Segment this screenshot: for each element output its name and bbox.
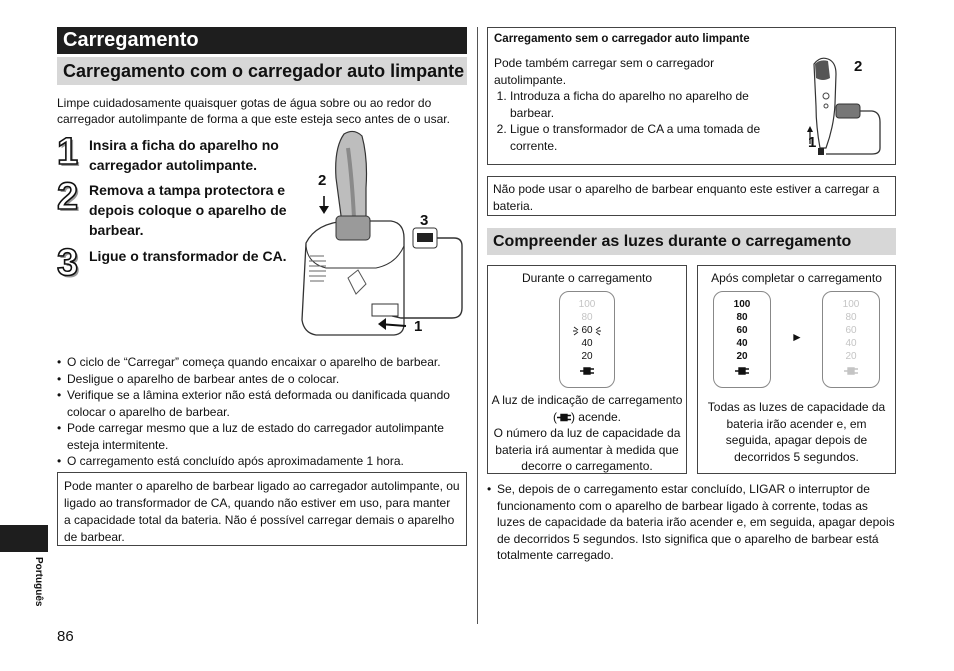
- no-cleaner-box: [487, 27, 896, 165]
- plug-icon: [735, 367, 749, 375]
- plug-icon: [844, 367, 858, 375]
- plug-icon: [580, 367, 594, 375]
- page-number: 86: [57, 628, 74, 645]
- step-text: Insira a ficha do aparelho no carregador autolimpante.: [89, 137, 279, 173]
- box-heading: Após completar o carregamento: [711, 271, 882, 285]
- level-20: 20: [845, 351, 857, 362]
- step-text: Ligue o transformador de CA.: [89, 248, 287, 264]
- box-caption: Todas as luzes de capacidade da bateria irão acender e, em seguida, apagar depois de decorridos 5 segundos.: [707, 400, 886, 464]
- note-box: Pode manter o aparelho de barbear ligado ao carregador autolimpante, ou ligado ao transformador de CA, quando não estiver em uso, para manter a capacidade total da bateria. Não é possível carregar demais o aparelho de barbear.: [57, 472, 467, 546]
- list-item: • O carregamento está concluído após aproximadamente 1 hora.: [57, 453, 469, 470]
- final-note: • Se, depois de o carregamento estar concluído, LIGAR o interruptor de funcionamento com o aparelho de barbear ligado à corrente, todas as luzes de capacidade da bateria irão acender e, em seguida, apagar depois de decorridos 5 segundos. Isto significa que o aparelho de barbear está totalmente carregado.: [487, 481, 896, 564]
- section-subtitle: Carregamento com o carregador auto limpante: [57, 57, 467, 85]
- notes-list: [57, 354, 469, 470]
- level-80: 80: [736, 312, 748, 323]
- lights-heading: Compreender as luzes durante o carregamento: [487, 228, 896, 255]
- box-title: Carregamento sem o carregador auto limpante: [494, 33, 750, 45]
- figure-label-2: 2: [318, 172, 327, 189]
- level-100: 100: [733, 299, 751, 310]
- figure-label-2: 2: [854, 58, 863, 75]
- list-item: 1. Introduza a ficha do aparelho no aparelho de barbear.: [510, 88, 784, 121]
- figure-label-1: 1: [414, 318, 423, 335]
- level-40: 40: [581, 338, 593, 349]
- after-charging-box: [697, 265, 896, 474]
- step-text: Remova a tampa protectora e depois coloque o aparelho de barbear.: [89, 182, 287, 238]
- warning-box: Não pode usar o aparelho de barbear enquanto este estiver a carregar a bateria.: [487, 176, 896, 216]
- step-number: 1: [57, 131, 79, 173]
- step-3: [57, 242, 302, 288]
- list-item: 2. Ligue o transformador de CA a uma tomada de corrente.: [510, 121, 784, 154]
- step-number: 2: [57, 176, 79, 218]
- language-label: Português: [33, 557, 44, 607]
- level-20: 20: [581, 351, 593, 362]
- level-40: 40: [736, 338, 748, 349]
- level-60: 60: [581, 325, 593, 336]
- indicator-panel: [559, 291, 615, 388]
- level-60: 60: [845, 325, 857, 336]
- charger-illustration: [296, 128, 468, 346]
- plug-icon: [557, 413, 571, 422]
- box-body: [494, 55, 784, 154]
- during-charging-box: [487, 265, 687, 474]
- box-caption: A luz de indicação de carregamento ( ) acende. O número da luz de capacidade da bateria irá aumentar à medida que decorre o carregamento.: [491, 393, 683, 473]
- language-tab: [0, 525, 48, 552]
- level-40: 40: [845, 338, 857, 349]
- shaver-cord-illustration: [806, 56, 894, 156]
- list-item: • Verifique se a lâmina exterior não está deformada ou danificada quando colocar o aparelho de barbear.: [57, 387, 469, 420]
- indicator-panel-off: [822, 291, 880, 388]
- step-2: [57, 176, 302, 242]
- level-80: 80: [845, 312, 857, 323]
- figure-label-1: 1: [808, 134, 817, 151]
- level-60: 60: [736, 325, 748, 336]
- intro-text: Limpe cuidadosamente quaisquer gotas de água sobre ou ao redor do carregador autolimpante de forma a que este esteja seco antes de o usar.: [57, 96, 450, 126]
- list-item: • Desligue o aparelho de barbear antes de o colocar.: [57, 371, 469, 388]
- section-title: Carregamento: [57, 27, 467, 54]
- level-100: 100: [578, 299, 596, 310]
- list-item: • Pode carregar mesmo que a luz de estado do carregador autolimpante esteja intermitente.: [57, 420, 469, 453]
- level-100: 100: [842, 299, 860, 310]
- blink-rays-icon: [572, 325, 602, 337]
- box-intro: Pode também carregar sem o carregador autolimpante.: [494, 56, 715, 87]
- figure-label-3: 3: [420, 212, 429, 229]
- column-divider: [477, 27, 478, 624]
- list-item: • O ciclo de “Carregar” começa quando encaixar o aparelho de barbear.: [57, 354, 469, 371]
- box-heading: Durante o carregamento: [521, 271, 653, 285]
- step-number: 3: [57, 242, 79, 284]
- level-20: 20: [736, 351, 748, 362]
- indicator-panel-on: [713, 291, 771, 388]
- level-80: 80: [581, 312, 593, 323]
- step-1: [57, 131, 302, 177]
- arrow-icon: ►: [791, 330, 803, 344]
